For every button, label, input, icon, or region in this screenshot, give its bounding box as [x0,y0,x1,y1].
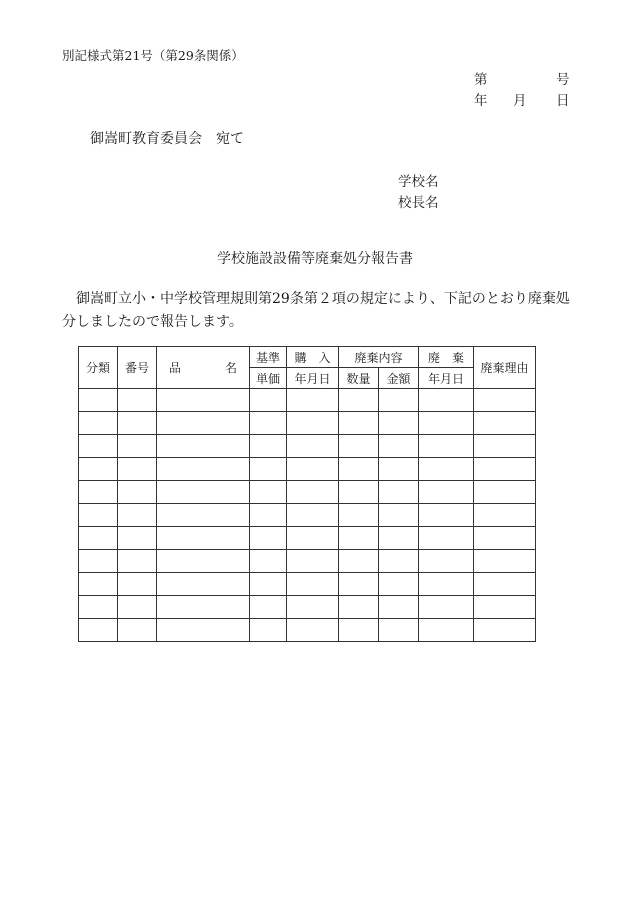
table-cell [157,435,250,458]
table-cell [250,458,287,481]
table-cell [339,550,379,573]
table-cell [250,435,287,458]
table-cell [379,550,419,573]
table-row [79,458,536,481]
table-cell [79,504,118,527]
table-cell [118,458,157,481]
table-cell [157,504,250,527]
table-cell [379,504,419,527]
disposal-report-table [78,346,536,642]
table-cell [118,412,157,435]
table-cell [250,389,287,412]
body-text: 御嵩町立小・中学校管理規則第29条第２項の規定により、下記のとおり廃棄処分しましたので報告します。 [62,291,570,330]
header-haiki-naiyo: 廃棄内容 [339,347,419,368]
table-cell [474,573,536,596]
table-cell [339,619,379,642]
table-cell [419,596,474,619]
table-cell [287,481,339,504]
table-cell [339,596,379,619]
form-number: 別記様式第21号（第29条関係） [62,48,244,63]
table-cell [250,619,287,642]
table-cell [339,527,379,550]
table-row [79,481,536,504]
table-cell [118,550,157,573]
table-cell [287,573,339,596]
table-cell [474,504,536,527]
table-cell [250,527,287,550]
header-bunrui: 分類 [79,347,118,389]
table-row [79,573,536,596]
table-cell [419,412,474,435]
table-cell [157,389,250,412]
table-cell [287,504,339,527]
table-cell [157,527,250,550]
table-cell [250,550,287,573]
table-cell [339,435,379,458]
date-month: 月 [513,93,527,109]
table-cell [79,435,118,458]
table-cell [157,458,250,481]
table-cell [250,481,287,504]
header-hinmei [157,347,250,389]
table-cell [118,481,157,504]
table-cell [157,619,250,642]
header-riyu: 廃棄理由 [474,347,536,389]
table-cell [287,550,339,573]
table-cell [474,619,536,642]
header-bango: 番号 [118,347,157,389]
table-row [79,527,536,550]
principal-name-label: 校長名 [398,195,439,211]
header-haiki-2: 年月日 [419,368,474,389]
header-kijun-2: 単価 [250,368,287,389]
table-cell [419,527,474,550]
table-cell [474,527,536,550]
table-cell [287,412,339,435]
table-cell [379,481,419,504]
header-kingaku: 金額 [379,368,419,389]
header-konyu-1: 購 入 [287,347,339,368]
table-cell [339,504,379,527]
table-cell [339,573,379,596]
table-cell [474,412,536,435]
table-row [79,619,536,642]
table-cell [250,596,287,619]
table-cell [118,527,157,550]
table-cell [118,435,157,458]
table-body [79,389,536,642]
table-cell [419,504,474,527]
table-cell [474,550,536,573]
date-day: 日 [556,93,570,109]
table-cell [379,435,419,458]
table-row [79,596,536,619]
table-cell [379,527,419,550]
table-cell [79,458,118,481]
table-cell [419,389,474,412]
table-row [79,435,536,458]
header-suryo: 数量 [339,368,379,389]
table-cell [157,550,250,573]
table-cell [118,596,157,619]
table-cell [339,481,379,504]
table-cell [118,573,157,596]
table-cell [118,389,157,412]
table-cell [419,619,474,642]
table-cell [79,481,118,504]
table-cell [287,389,339,412]
document-title: 学校施設設備等廃棄処分報告書 [217,251,413,267]
table-cell [287,619,339,642]
table-cell [339,458,379,481]
table-cell [379,412,419,435]
table-cell [118,619,157,642]
table-cell [79,596,118,619]
table-cell [79,573,118,596]
table-cell [79,389,118,412]
table-cell [379,573,419,596]
table-cell [419,573,474,596]
table-cell [379,458,419,481]
date-year: 年 [474,93,488,109]
table-cell [250,573,287,596]
table-cell [419,435,474,458]
table-row [79,412,536,435]
table-cell [287,435,339,458]
school-name-label: 学校名 [398,174,439,190]
table-cell [379,389,419,412]
table-cell [379,596,419,619]
header-mei: 名 [224,361,237,375]
table-cell [419,458,474,481]
number-dai: 第 [474,72,488,88]
table-cell [287,596,339,619]
table-cell [339,412,379,435]
table-cell [474,481,536,504]
addressee: 御嵩町教育委員会 宛て [90,131,244,147]
table-cell [287,458,339,481]
table-cell [287,527,339,550]
table-cell [157,573,250,596]
table-cell [250,504,287,527]
table-cell [474,435,536,458]
table-cell [157,596,250,619]
header-kijun-1: 基準 [250,347,287,368]
table-row [79,389,536,412]
table-cell [79,412,118,435]
header-konyu-2: 年月日 [287,368,339,389]
table-row [79,504,536,527]
table-cell [419,481,474,504]
table-cell [157,481,250,504]
table-cell [419,550,474,573]
table-cell [474,458,536,481]
number-go: 号 [556,72,570,88]
table-cell [339,389,379,412]
table-cell [79,550,118,573]
table-cell [474,389,536,412]
table-cell [79,619,118,642]
table-cell [79,527,118,550]
table-row [79,550,536,573]
table-cell [250,412,287,435]
table-cell [474,596,536,619]
table-cell [118,504,157,527]
header-haiki-1: 廃 棄 [419,347,474,368]
table-cell [379,619,419,642]
table-cell [157,412,250,435]
header-hin: 品 [169,361,182,375]
